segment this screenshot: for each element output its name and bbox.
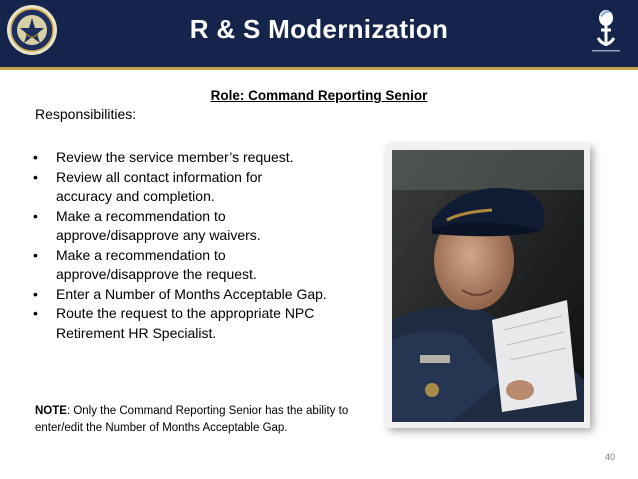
list-item: • Route the request to the appropriate NPC Retirement HR Specialist. xyxy=(33,304,331,343)
list-item: • Make a recommendation to approve/disapprove the request. xyxy=(33,246,301,285)
note-paragraph xyxy=(35,403,365,437)
page-number: 40 xyxy=(604,452,615,462)
note-label: NOTE xyxy=(35,405,67,417)
list-item: • Review the service member’s request. xyxy=(33,148,353,168)
header-rule xyxy=(0,67,638,70)
list-item: • Enter a Number of Months Acceptable Gap. xyxy=(33,285,346,305)
header-band xyxy=(0,0,638,67)
slide-title: R & S Modernization xyxy=(189,14,449,44)
sailor-photo xyxy=(392,150,584,422)
note-text: : Only the Command Reporting Senior has the ability to enter/edit the Number of Months Acceptable Gap. xyxy=(35,405,349,434)
navy-anchor-logo-icon xyxy=(586,4,626,56)
role-heading: Role: Command Reporting Senior xyxy=(210,88,428,103)
list-item: • Make a recommendation to approve/disapprove any waivers. xyxy=(33,207,301,246)
list-item: • Review all contact information for accuracy and completion. xyxy=(33,168,301,207)
responsibilities-label: Responsibilities: xyxy=(35,106,137,122)
responsibilities-list xyxy=(33,148,353,343)
photo-frame xyxy=(386,144,590,428)
